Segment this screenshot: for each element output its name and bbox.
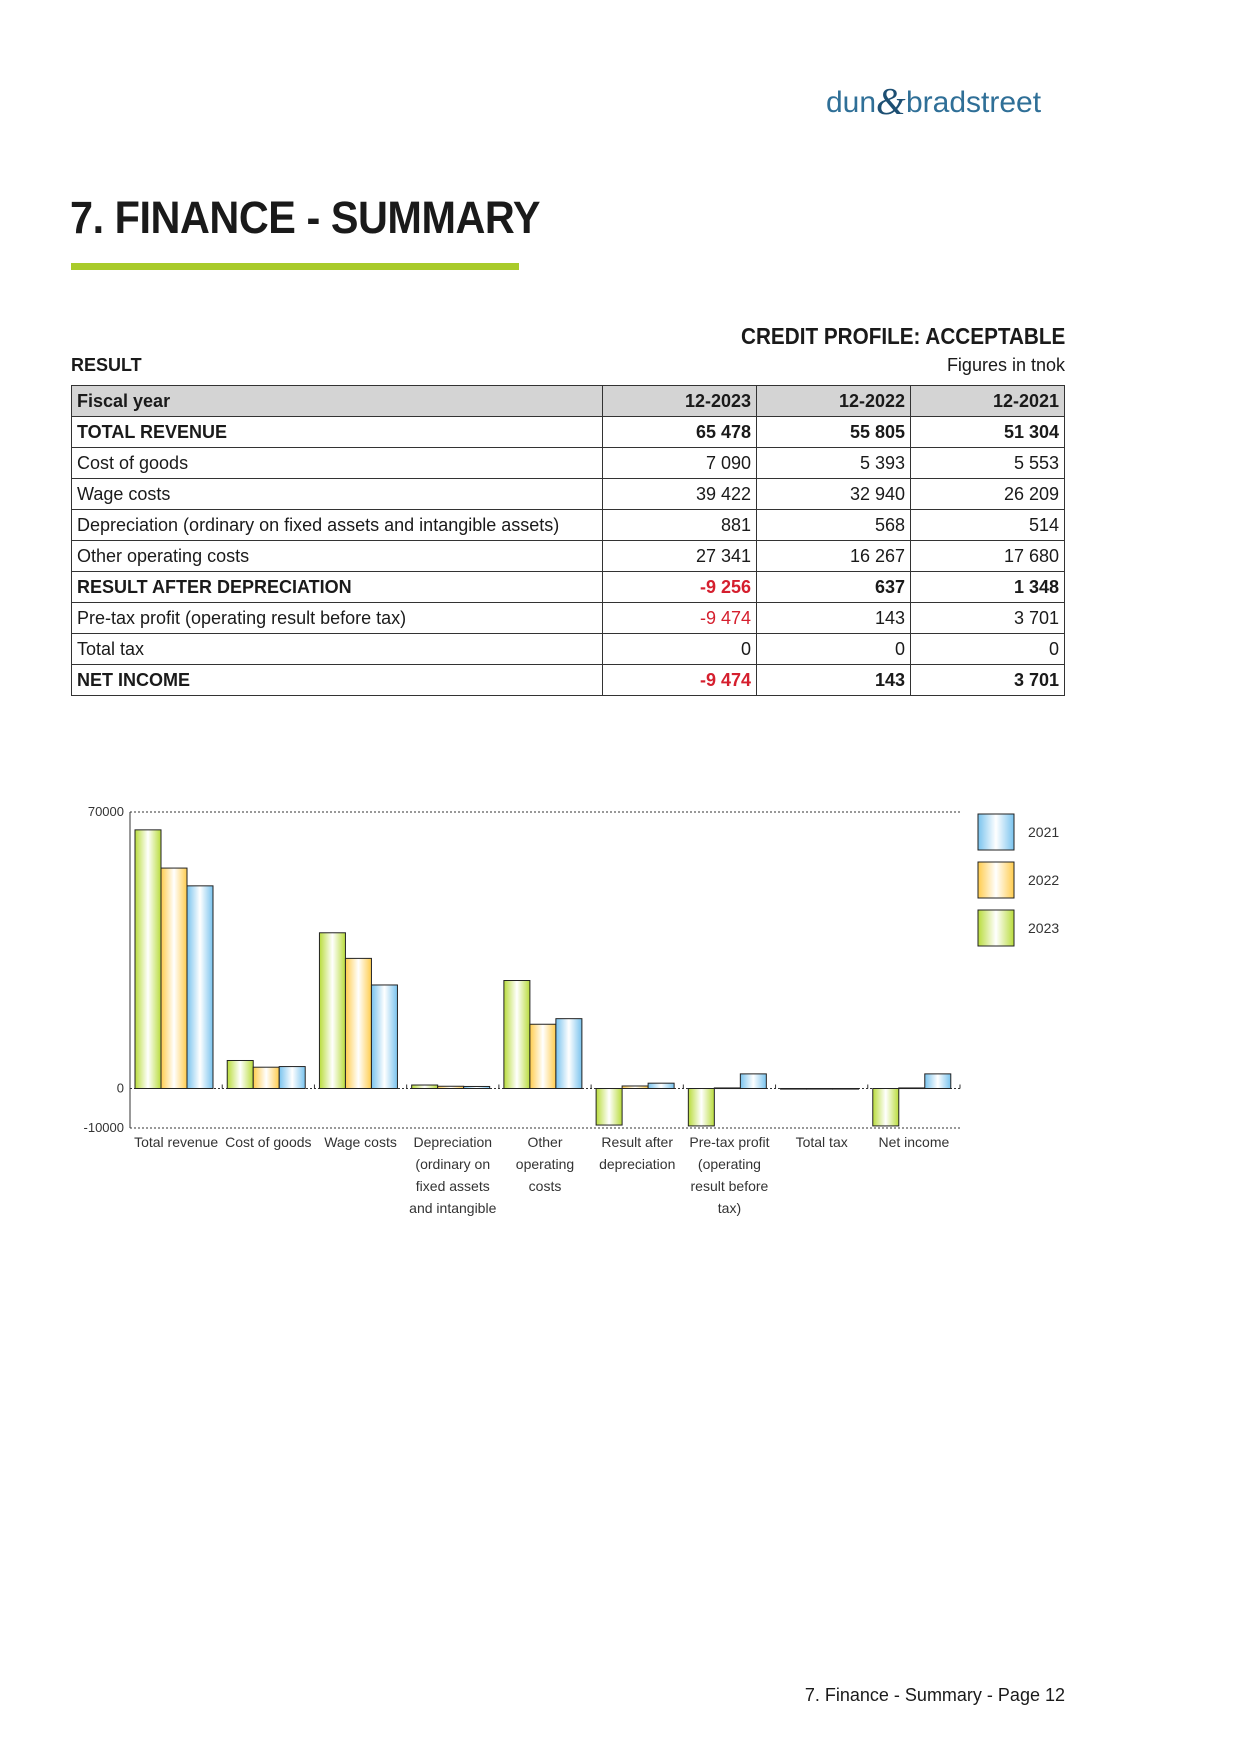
bar-2022-8: [899, 1088, 925, 1089]
x-category-label: (ordinary on: [415, 1156, 491, 1172]
row-value: 32 940: [757, 479, 911, 510]
x-category-label: operating: [515, 1156, 575, 1172]
row-value: -9 474: [603, 665, 757, 696]
bar-2023-8: [873, 1089, 899, 1126]
x-category-label: costs: [528, 1178, 562, 1194]
bar-2022-0: [161, 868, 187, 1088]
header-year-2: 12-2022: [757, 386, 911, 417]
row-value: -9 474: [603, 603, 757, 634]
row-label: Cost of goods: [72, 448, 603, 479]
y-tick-label: 0: [116, 1080, 124, 1096]
row-label: Total tax: [72, 634, 603, 665]
row-value: 3 701: [911, 603, 1065, 634]
x-category-label: tax): [717, 1200, 742, 1216]
bar-2021-5: [648, 1083, 674, 1088]
bar-2023-0: [135, 830, 161, 1089]
table-row: [72, 634, 1065, 665]
bar-2023-5: [596, 1089, 622, 1126]
finance-bar-chart: [60, 800, 1070, 1380]
bar-2022-6: [714, 1088, 740, 1089]
dun-bradstreet-logo: [826, 78, 1066, 126]
row-value: -9 256: [603, 572, 757, 603]
bar-2023-3: [412, 1085, 438, 1088]
row-value: 881: [603, 510, 757, 541]
bar-2022-2: [345, 958, 371, 1088]
y-tick-label: -10000: [83, 1120, 124, 1135]
x-category-label: Cost of goods: [225, 1134, 312, 1150]
row-value: 5 393: [757, 448, 911, 479]
bar-2021-6: [740, 1074, 766, 1089]
row-value: 39 422: [603, 479, 757, 510]
bar-2022-1: [253, 1067, 279, 1088]
row-label: RESULT AFTER DEPRECIATION: [72, 572, 603, 603]
header-fiscal-year: Fiscal year: [72, 386, 603, 417]
table-row: [72, 417, 1065, 448]
bar-2022-5: [622, 1086, 648, 1089]
row-value: 0: [911, 634, 1065, 665]
title-underline: [71, 263, 519, 270]
page-title: 7. FINANCE - SUMMARY: [70, 192, 540, 243]
row-value: 55 805: [757, 417, 911, 448]
x-category-label: Wage costs: [324, 1134, 397, 1150]
bar-2021-0: [187, 886, 213, 1089]
row-value: 27 341: [603, 541, 757, 572]
legend-swatch-2022: [978, 862, 1014, 898]
credit-profile: CREDIT PROFILE: ACCEPTABLE: [740, 323, 1065, 349]
header-year-3: 12-2021: [911, 386, 1065, 417]
logo-text-left: dun: [826, 86, 877, 119]
x-category-label: Pre-tax profit: [689, 1134, 770, 1150]
table-row: [72, 665, 1065, 696]
legend-label: 2022: [1028, 872, 1060, 888]
row-value: 568: [757, 510, 911, 541]
row-value: 17 680: [911, 541, 1065, 572]
row-value: 514: [911, 510, 1065, 541]
x-category-label: fixed assets: [415, 1178, 490, 1194]
table-row: [72, 448, 1065, 479]
row-value: 143: [757, 665, 911, 696]
bar-2022-7: [807, 1089, 833, 1090]
bar-2021-7: [833, 1089, 859, 1090]
table-row: [72, 479, 1065, 510]
row-value: 51 304: [911, 417, 1065, 448]
bar-2023-7: [781, 1089, 807, 1090]
bar-2023-2: [319, 933, 345, 1089]
page-footer: 7. Finance - Summary - Page 12: [804, 1685, 1065, 1705]
finance-summary-table: [71, 385, 1065, 696]
bar-2021-8: [925, 1074, 951, 1089]
bar-2023-4: [504, 981, 530, 1089]
x-category-label: (operating: [697, 1156, 761, 1172]
x-category-label: Result after: [601, 1134, 674, 1150]
logo-text-right: bradstreet: [906, 86, 1042, 119]
y-tick-label: 70000: [87, 804, 124, 819]
table-row: [72, 603, 1065, 634]
row-label: Wage costs: [72, 479, 603, 510]
result-section-label: RESULT: [71, 355, 142, 375]
x-category-label: Depreciation: [413, 1134, 493, 1150]
row-value: 16 267: [757, 541, 911, 572]
row-label: Pre-tax profit (operating result before tax): [72, 603, 603, 634]
row-value: 5 553: [911, 448, 1065, 479]
x-category-label: Other: [527, 1134, 563, 1150]
table-row: [72, 572, 1065, 603]
header-year-1: 12-2023: [603, 386, 757, 417]
x-category-label: and intangible: [409, 1200, 497, 1216]
bar-2023-1: [227, 1060, 253, 1088]
row-value: 0: [757, 634, 911, 665]
x-category-label: Net income: [878, 1134, 950, 1150]
legend-swatch-2021: [978, 814, 1014, 850]
bar-2023-6: [688, 1089, 714, 1126]
row-label: TOTAL REVENUE: [72, 417, 603, 448]
row-value: 0: [603, 634, 757, 665]
row-value: 7 090: [603, 448, 757, 479]
logo-ampersand: &: [876, 81, 906, 123]
table-row: [72, 510, 1065, 541]
row-value: 1 348: [911, 572, 1065, 603]
legend-label: 2023: [1028, 920, 1060, 936]
legend-label: 2021: [1028, 824, 1060, 840]
legend-swatch-2023: [978, 910, 1014, 946]
bar-2022-4: [530, 1024, 556, 1088]
row-value: 143: [757, 603, 911, 634]
bar-2021-1: [279, 1067, 305, 1089]
bar-2021-4: [556, 1019, 582, 1089]
x-category-label: depreciation: [599, 1156, 676, 1172]
table-header-row: [72, 386, 1065, 417]
table-row: [72, 541, 1065, 572]
bar-2022-3: [438, 1086, 464, 1088]
bar-2021-2: [371, 985, 397, 1089]
row-label: NET INCOME: [72, 665, 603, 696]
row-label: Depreciation (ordinary on fixed assets and intangible assets): [72, 510, 603, 541]
x-category-label: Total revenue: [134, 1134, 219, 1150]
row-value: 65 478: [603, 417, 757, 448]
row-label: Other operating costs: [72, 541, 603, 572]
row-value: 26 209: [911, 479, 1065, 510]
figures-unit-note: Figures in tnok: [946, 355, 1065, 375]
x-category-label: result before: [690, 1178, 769, 1194]
row-value: 637: [757, 572, 911, 603]
bar-2021-3: [464, 1086, 490, 1088]
row-value: 3 701: [911, 665, 1065, 696]
x-category-label: Total tax: [795, 1134, 848, 1150]
